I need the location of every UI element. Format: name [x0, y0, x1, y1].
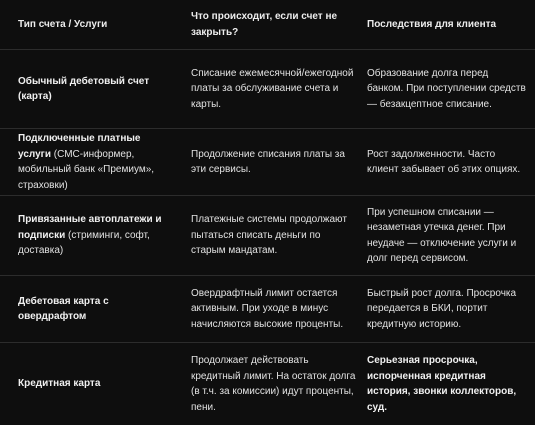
- row-type-bold: Подключенные платные услуги: [18, 133, 141, 160]
- row-effect: Продолжение списания платы за эти сервисы.: [191, 148, 345, 175]
- row-effect: Платежные системы продолжают пытаться списать деньги по старым мандатам.: [191, 214, 347, 257]
- row-consequence: Серьезная просрочка, испорченная кредитная история, звонки коллекторов, суд.: [367, 355, 517, 413]
- table-row: [0, 129, 535, 196]
- table-row: [0, 196, 535, 276]
- table-header-row: [0, 0, 535, 50]
- row-type: [18, 129, 176, 195]
- header-effect: Что происходит, если счет не закрыть?: [191, 11, 338, 38]
- row-type-bold: Привязанные автоплатежи и подписки: [18, 214, 162, 241]
- row-effect: Списание ежемесячной/ежегодной платы за обслуживание счета и карты.: [191, 67, 354, 110]
- row-type: [18, 196, 176, 275]
- row-type: [18, 276, 176, 342]
- row-consequence: Быстрый рост долга. Просрочка передается в БКИ, портит кредитную историю.: [367, 287, 517, 330]
- row-effect: Продолжает действовать кредитный лимит. На остаток долга (в т.ч. за комиссии) идут проценты, пени.: [191, 355, 356, 413]
- header-consequence: Последствия для клиента: [367, 18, 497, 30]
- row-type-bold: Дебетовая карта с овердрафтом: [18, 295, 109, 322]
- row-type: [18, 50, 176, 128]
- row-consequence: При успешном списании — незаметная утечка денег. При неудаче — отключение услуги и долг перед сервисом.: [367, 206, 517, 264]
- row-consequence: Рост задолженности. Часто клиент забывает об этих опциях.: [367, 148, 521, 175]
- table-row: [0, 50, 535, 129]
- header-type: Тип счета / Услуги: [18, 18, 108, 30]
- row-type-bold: Обычный дебетовый счет (карта): [18, 75, 150, 102]
- row-type-rest: (СМС-информер, мобильный банк «Премиум», страховки): [18, 148, 155, 191]
- row-type: [18, 343, 176, 425]
- row-consequence: Образование долга перед банком. При поступлении средств — безакцептное списание.: [367, 67, 526, 110]
- row-type-rest: (стриминги, софт, доставка): [18, 229, 150, 257]
- row-type-bold: Кредитная карта: [18, 378, 101, 390]
- table-row: [0, 276, 535, 343]
- row-effect: Овердрафтный лимит остается активным. При уходе в минус начисляются высокие проценты.: [191, 287, 344, 330]
- table-row: [0, 343, 535, 425]
